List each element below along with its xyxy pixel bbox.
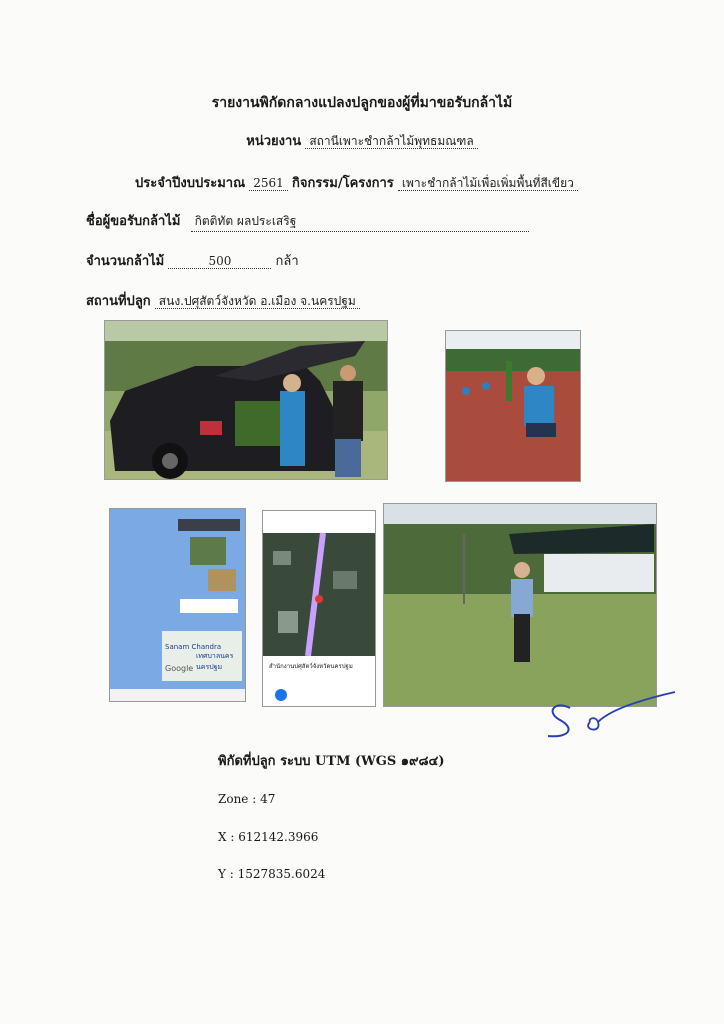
activity-value: เพาะชำกล้าไม้เพื่อเพิ่มพื้นที่สีเขียว [398, 176, 578, 191]
recipient-value: กิตติทัต ผลประเสริฐ [191, 212, 529, 232]
photo-car-unloading [104, 320, 388, 480]
signature [540, 690, 680, 750]
photo-lawn-person-image [384, 504, 656, 706]
photo-planting [445, 330, 581, 482]
chat-screenshot [109, 508, 246, 702]
coordinates-title: พิกัดที่ปลูก ระบบ UTM (WGS ๑๙๘๔) [218, 754, 445, 769]
photo-lawn-person [383, 503, 657, 707]
utm-x-value: X : 612142.3966 [218, 830, 319, 844]
location-row [86, 290, 360, 311]
utm-y-value: Y : 1527835.6024 [218, 867, 326, 881]
quantity-row [86, 250, 299, 271]
quantity-unit: กล้า [275, 254, 299, 269]
unit-row [0, 130, 724, 151]
chat-place-sub: เทศบาลนคร นครปฐม [196, 652, 234, 671]
location-value: สนง.ปศุสัตว์จังหวัด อ.เมือง จ.นครปฐม [155, 294, 360, 309]
zone-value: Zone : 47 [218, 792, 276, 806]
location-label: สถานที่ปลูก [86, 294, 151, 309]
quantity-label: จำนวนกล้าไม้ [86, 254, 165, 269]
map-screenshot-image [263, 511, 375, 706]
map-screenshot [262, 510, 376, 707]
budget-row [135, 172, 578, 193]
budget-label: ประจำปีงบประมาณ [135, 176, 246, 191]
unit-label: หน่วยงาน [246, 134, 302, 149]
chat-place-name: Sanam Chandra [165, 643, 222, 651]
google-logo: Google [165, 664, 194, 673]
recipient-label: ชื่อผู้ขอรับกล้าไม้ [86, 214, 181, 229]
unit-value: สถานีเพาะชำกล้าไม้พุทธมณฑล [305, 134, 477, 149]
report-title: รายงานพิกัดกลางแปลงปลูกของผู้ที่มาขอรับกล้าไม้ [211, 95, 513, 111]
quantity-value: 500 [168, 254, 271, 269]
activity-label: กิจกรรม/โครงการ [291, 176, 394, 191]
map-place-name: สำนักงานปศุสัตว์จังหวัดนครปฐม [269, 663, 353, 670]
photo-planting-image [446, 331, 580, 481]
recipient-row [86, 210, 529, 232]
photo-car-unloading-image [105, 321, 387, 479]
budget-year: 2561 [249, 176, 288, 191]
